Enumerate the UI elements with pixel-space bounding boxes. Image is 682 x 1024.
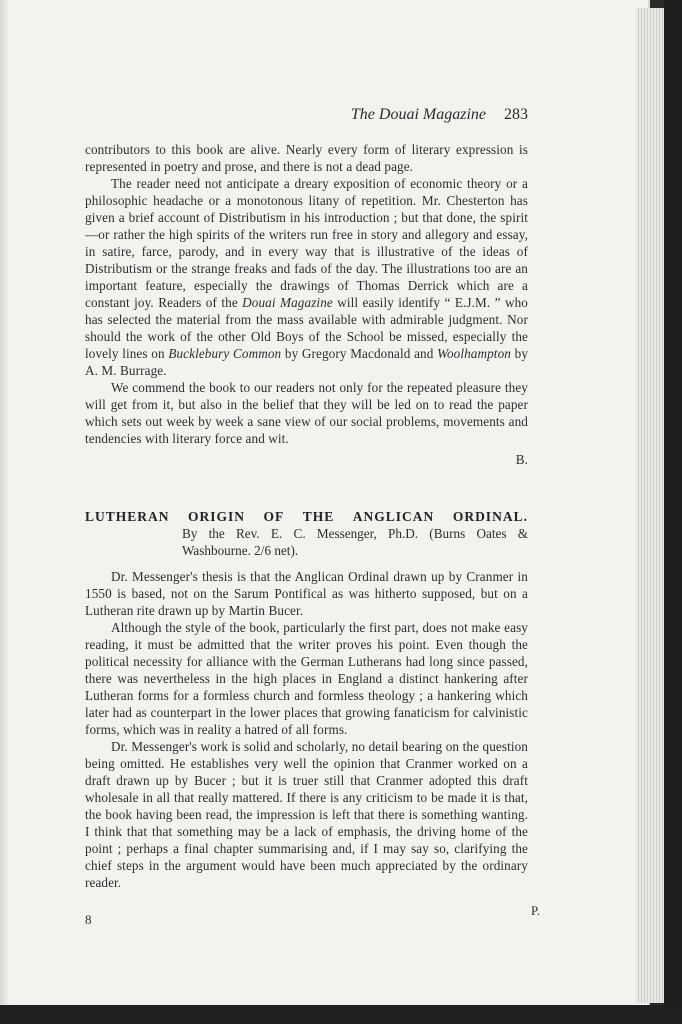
paragraph: Dr. Messenger's work is solid and scholarly, no detail bearing on the question being omitted. He establishes very well the opinion that Cranmer worked on a draft drawn up by Bucer ; but it is truer still that Cranmer adopted this draft wholesale in all that really mattered. If there is any criticism to be made it is that, the book having been read, the impression is left that there is something wanting. I think that that something may be a lack of emphasis, the driving home of the point ; perhaps a final chapter summarising and, if I may say so, clarifying the chief steps in the argument would have been much appreciated by the ordinary reader.	[85, 739, 528, 890]
running-title: The Douai Magazine	[350, 106, 486, 123]
page-gutter	[0, 0, 10, 1008]
review-signature: P.	[530, 903, 540, 918]
review-heading: LUTHERAN ORIGIN OF THE ANGLICAN ORDINAL.	[85, 509, 528, 524]
page-number: 283	[504, 106, 528, 123]
italic-title: Douai Magazine	[242, 295, 333, 310]
background-bottom	[0, 1005, 682, 1024]
signature-mark: 8	[85, 912, 92, 927]
review-two	[85, 568, 528, 891]
paragraph: Dr. Messenger's thesis is that the Anglican Ordinal drawn up by Cranmer in 1550 is based, not on the Sarum Pontifical as was hitherto supposed, but on a Lutheran rite drawn up by Martin Bucer.	[85, 569, 528, 618]
italic-title: Bucklebury Common	[168, 346, 282, 361]
running-header	[351, 106, 528, 124]
review-byline: By the Rev. E. C. Messenger, Ph.D. (Burns Oates & Washbourne. 2/6 net).	[182, 526, 528, 558]
paragraph: contributors to this book are alive. Nearly every form of literary expression is represented in poetry and prose, and there is not a dead page.	[85, 142, 528, 174]
page-edges	[636, 8, 666, 1003]
review-one	[85, 141, 528, 468]
review-signature: B.	[515, 452, 528, 467]
italic-title: Woolhampton	[437, 346, 511, 361]
paragraph: Although the style of the book, particularly the first part, does not make easy reading, it must be admitted that the writer proves his point. Even though the political necessity for alliance with the German Lutherans had long since passed, there was nevertheless in the high places in England a distinct hankering after Lutheran forms for a formless church and formless theology ; a hankering which later had as counterpart in the lower places that growing fanaticism for calvinistic forms, which was in reality a hatred of all forms.	[85, 620, 528, 737]
paragraph: The reader need not anticipate a dreary exposition of economic theory or a philosophic headache or a monotonous litany of repetition. Mr. Chesterton has given a brief account of Distributism in his introduction ; but that done, the spirit—or rather the high spirits of the writers run free in story and allegory and essay, in satire, farce, parody, and in every way that is illustrative of the ideas of Distributism or the strange freaks and fads of the day. The illustrations too are an important feature, especially the drawings of Thomas Derrick which are a constant joy. Readers of the Douai Magazine will easily identify “ E.J.M. ” who has selected the material from the mass available with admirable judgment. Nor should the work of the other Old Boys of the School be missed, especially the lovely lines on Bucklebury Common by Gregory Macdonald and Woolhampton by A. M. Burrage.	[85, 176, 529, 378]
paragraph: We commend the book to our readers not only for the repeated pleasure they will get from it, but also in the belief that they will be led on to read the paper which sets out week by week a sane view of our social problems, movements and tendencies with literary force and wit.	[85, 380, 528, 446]
background-edge	[664, 0, 682, 1024]
